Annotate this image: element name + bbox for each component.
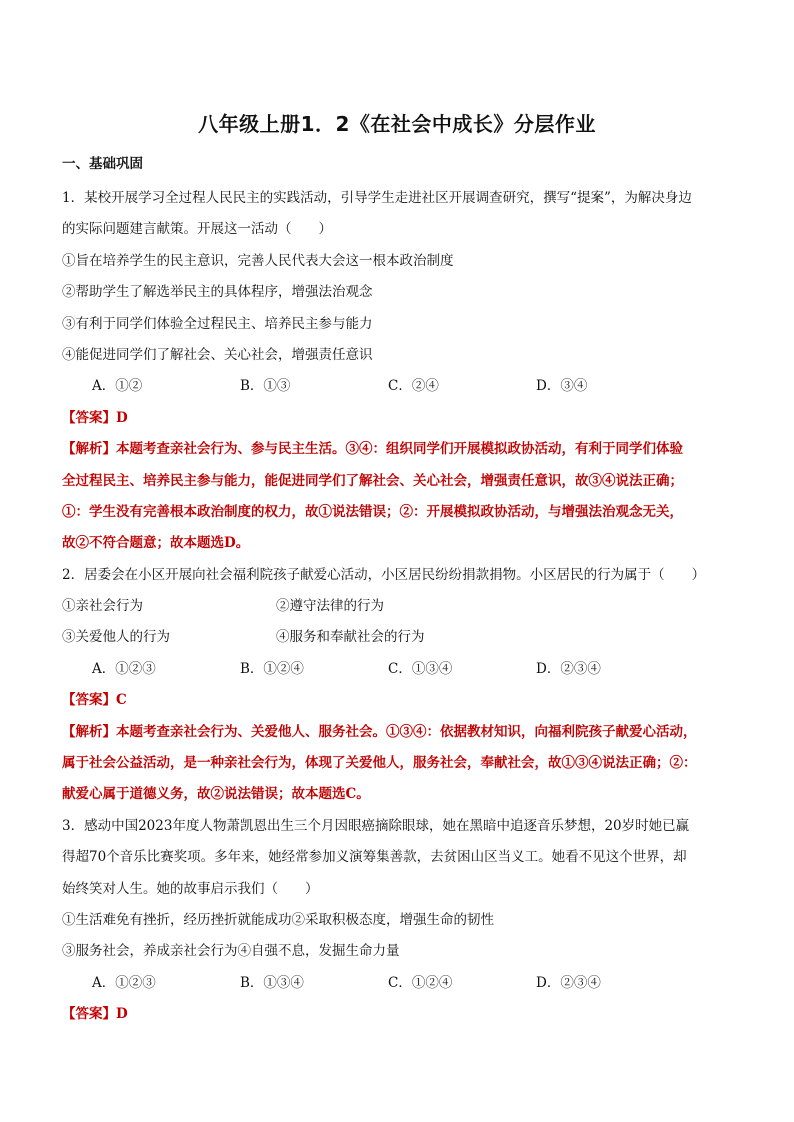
- q2-option-b: B．①②④: [240, 660, 304, 677]
- q2-item-2: ②遵守法律的行为: [276, 598, 384, 615]
- q3-option-a: A．①②③: [92, 974, 156, 991]
- q3-answer: [62, 999, 742, 1030]
- q2-option-c: C．①③④: [388, 660, 453, 677]
- q3-option-c: C．①②④: [388, 974, 453, 991]
- q2-option-a: A．①②③: [92, 660, 156, 677]
- q2-answer: [62, 685, 742, 716]
- q1-answer-tag: 【答案】: [62, 409, 116, 426]
- q1-stem-line-1: 1．某校开展学习全过程人民民主的实践活动，引导学生走进社区开展调查研究，撰写“提案”，为解决身边: [62, 190, 692, 206]
- questions-body: [62, 183, 742, 1031]
- q1-analysis-line-4: 故②不符合题意；故本题选D。: [62, 535, 250, 552]
- q1-answer: [62, 403, 742, 434]
- q1-option-b: B．①③: [240, 378, 291, 395]
- q1-analysis-text-1: 本题考查亲社会行为、参与民主生活。③④：组织同学们开展模拟政协活动，有利于同学们体验: [116, 441, 683, 458]
- q1-item-1: ①旨在培养学生的民主意识，完善人民代表大会这一根本政治制度: [62, 252, 454, 269]
- q3-item-line-1: ①生活难免有挫折，经历挫折就能成功②采取积极态度，增强生命的韧性: [62, 911, 494, 928]
- q1-answer-value: D: [116, 409, 128, 426]
- q1-analysis-tag: 【解析】: [62, 441, 116, 458]
- q2-item-1: ①亲社会行为: [62, 598, 143, 615]
- q3-item-line-2: ③服务社会，养成亲社会行为④自强不息，发掘生命力量: [62, 943, 400, 960]
- q3-options: [62, 968, 742, 999]
- q3-option-d: D．②③④: [536, 974, 601, 991]
- q2-item-3: ③关爱他人的行为: [62, 629, 170, 646]
- q2-analysis-line-2: 属于社会公益活动，是一种亲社会行为，体现了关爱他人，服务社会，奉献社会，故①③④说法正确；②：: [62, 755, 697, 772]
- q3-stem-line-1: 3．感动中国2023年度人物萧凯恩出生三个月因眼癌摘除眼球，她在黑暗中追逐音乐梦想，20岁时她已赢: [62, 817, 690, 834]
- q2-analysis-line-1: [62, 717, 742, 748]
- q1-item-4: ④能促进同学们了解社会、关心社会，增强责任意识: [62, 346, 373, 363]
- section-heading: 一、基础巩固: [62, 156, 143, 172]
- q1-option-a: A．①②: [92, 378, 143, 395]
- q2-analysis-line-3: 献爱心属于道德义务，故②说法错误；故本题选C。: [62, 786, 370, 803]
- q3-answer-tag: 【答案】: [62, 1006, 116, 1023]
- q1-analysis-line-3: ①：学生没有完善根本政治制度的权力，故①说法错误；②：开展模拟政协活动，与增强法治观念无关，: [62, 503, 683, 520]
- q2-analysis-tag: 【解析】: [62, 723, 116, 740]
- q1-option-c: C．②④: [388, 378, 439, 395]
- q2-option-d: D．②③④: [536, 660, 601, 677]
- q3-stem-line-3: 始终笑对人生。她的故事启示我们（ ）: [62, 880, 319, 897]
- q2-options: [62, 654, 742, 685]
- q1-analysis-line-1: [62, 434, 742, 465]
- q3-stem-line-2: 得超70个音乐比赛奖项。多年来，她经常参加义演筹集善款，去贫困山区当义工。她看不见这个世界，却: [62, 849, 687, 866]
- q2-item-4: ④服务和奉献社会的行为: [276, 629, 425, 646]
- q1-item-2: ②帮助学生了解选举民主的具体程序，增强法治观念: [62, 284, 373, 301]
- q2-analysis-text-1: 本题考查亲社会行为、关爱他人、服务社会。①③④：依据教材知识，向福利院孩子献爱心活动，: [116, 723, 697, 740]
- q1-options: [62, 371, 742, 402]
- q3-answer-value: D: [116, 1006, 128, 1023]
- q1-option-d: D．③④: [536, 378, 588, 395]
- q2-items-row-1: [62, 591, 742, 622]
- document-title: 八年级上册1．2《在社会中成长》分层作业: [198, 112, 596, 136]
- q3-option-b: B．①③④: [240, 974, 304, 991]
- q2-stem-line-1: 2．居委会在小区开展向社会福利院孩子献爱心活动，小区居民纷纷捐款捐物。小区居民的行为属于（ ）: [62, 566, 706, 583]
- q1-item-3: ③有利于同学们体验全过程民主、培养民主参与能力: [62, 315, 373, 332]
- q1-analysis-line-2: 全过程民主、培养民主参与能力，能促进同学们了解社会、关心社会，增强责任意识，故③④说法正确；: [62, 472, 683, 489]
- q2-answer-tag: 【答案】: [62, 692, 116, 709]
- q2-items-row-2: [62, 622, 742, 653]
- q1-stem-line-2: 的实际问题建言献策。开展这一活动（ ）: [62, 221, 332, 238]
- q2-answer-value: C: [116, 692, 127, 709]
